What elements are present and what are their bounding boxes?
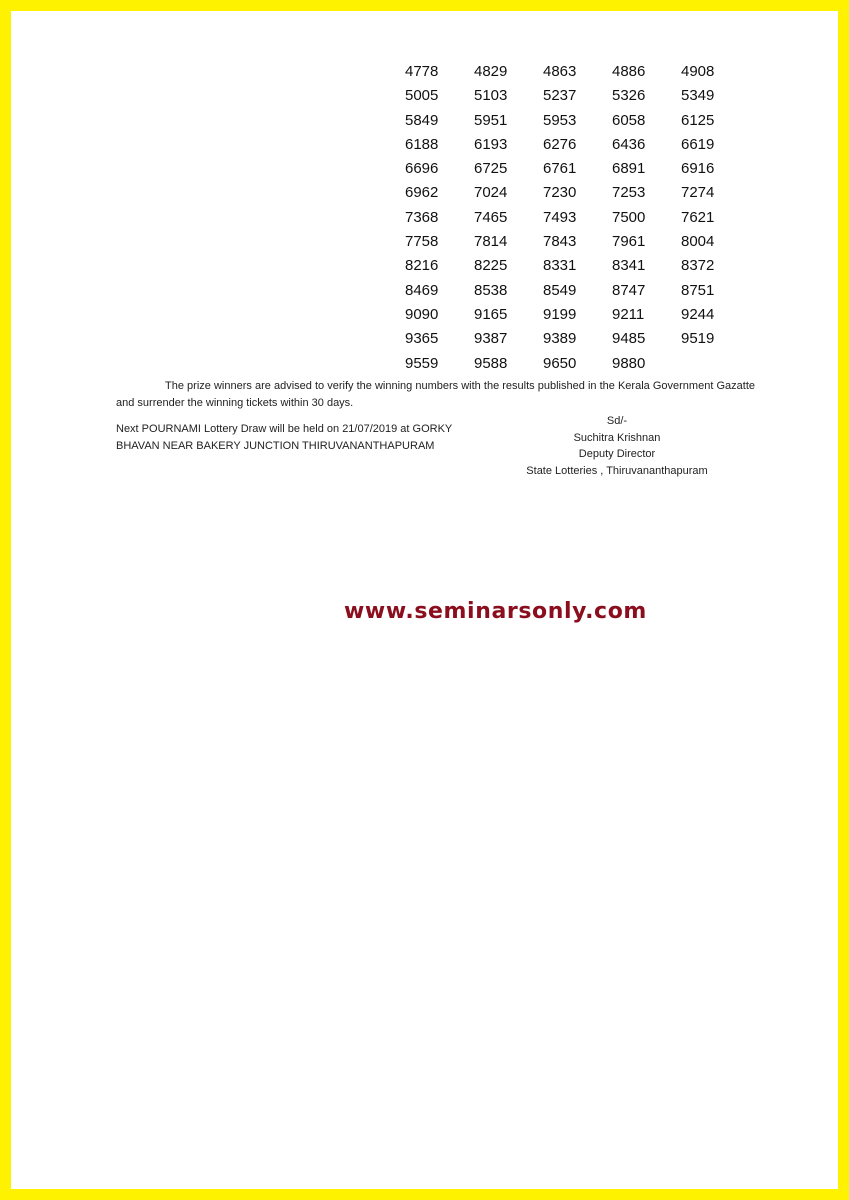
next-draw-notice [116,421,476,455]
winning-number: 7758 [405,233,439,251]
winning-number: 5953 [543,111,577,129]
signatory-office: State Lotteries , Thiruvananthapuram [526,464,708,477]
winning-number: 9244 [681,305,715,323]
winning-number: 9090 [405,305,439,323]
winning-number: 6058 [612,111,646,129]
winning-number: 9650 [543,354,577,372]
winning-number: 7621 [681,208,715,226]
winning-number: 7465 [474,208,508,226]
winning-number: 7814 [474,233,508,251]
winning-number: 7368 [405,208,439,226]
winning-number: 7493 [543,208,577,226]
winning-number: 9199 [543,305,577,323]
winning-number: 7230 [543,184,577,202]
winning-number: 9389 [543,330,577,348]
winning-number: 7500 [612,208,646,226]
winning-number: 8549 [543,281,577,299]
winning-number: 5951 [474,111,508,129]
winning-number: 9211 [612,305,645,323]
winning-number: 9365 [405,330,439,348]
winning-number: 7843 [543,233,577,251]
winning-number: 9485 [612,330,646,348]
winning-number [681,352,750,376]
winning-number: 4863 [543,63,577,80]
winning-numbers-grid [405,60,750,376]
winning-number: 8469 [405,281,439,299]
winning-number: 8225 [474,257,508,275]
winning-number: 6916 [681,160,715,178]
winning-number: 9387 [474,330,508,348]
winning-number: 6188 [405,135,439,153]
winning-number: 8747 [612,281,646,299]
winning-number: 9519 [681,330,715,348]
next-draw-line-1: Next POURNAMI Lottery Draw will be held on 21/07/2019 at GORKY [116,423,453,435]
winning-number: 9559 [405,354,439,372]
winning-number: 8341 [612,257,646,275]
signatory-name: Suchitra Krishnan [573,431,661,444]
winning-number: 9165 [474,305,508,323]
winning-number: 6436 [612,135,646,153]
winning-number: 8372 [681,257,715,275]
winning-number: 6891 [612,160,646,178]
winning-number: 8331 [543,257,577,275]
winning-number: 5849 [405,111,439,129]
winning-number: 5326 [612,87,646,105]
winning-number: 8751 [681,281,715,299]
winning-number: 4778 [405,63,439,80]
winning-number: 6193 [474,135,508,153]
watermark-url: www.seminarsonly.com [344,599,647,624]
winning-number: 5103 [474,87,508,105]
advisory-text: The prize winners are advised to verify the winning numbers with the results published in the Kerala Government Gazatte and surrender the winning tickets within 30 days. [116,380,755,409]
signature-sd: Sd/- [606,415,628,427]
winning-number: 7024 [474,184,508,202]
winning-number: 7961 [612,233,646,251]
winning-number: 9588 [474,354,508,372]
winning-number: 8538 [474,281,508,299]
winning-number: 8216 [405,257,439,275]
signature-block [511,413,723,479]
winning-number: 5237 [543,87,577,105]
winning-number: 6125 [681,111,715,129]
signatory-designation: Deputy Director [578,448,656,460]
winning-number: 5005 [405,87,439,105]
winning-number: 9880 [612,354,646,372]
winning-number: 7274 [681,184,715,202]
winning-number: 4829 [474,63,508,80]
winning-number: 6962 [405,184,439,202]
winning-number: 6619 [681,135,715,153]
winning-number: 6696 [405,160,439,178]
winning-number: 8004 [681,233,715,251]
next-draw-line-2: BHAVAN NEAR BAKERY JUNCTION THIRUVANANTHAPURAM [116,440,435,452]
winning-number: 6761 [543,160,577,178]
winning-number: 4886 [612,63,646,80]
winning-number: 7253 [612,184,646,202]
winning-number: 5349 [681,87,715,105]
winning-number: 6725 [474,160,508,178]
winning-number: 4908 [681,63,715,80]
winning-number: 6276 [543,135,577,153]
